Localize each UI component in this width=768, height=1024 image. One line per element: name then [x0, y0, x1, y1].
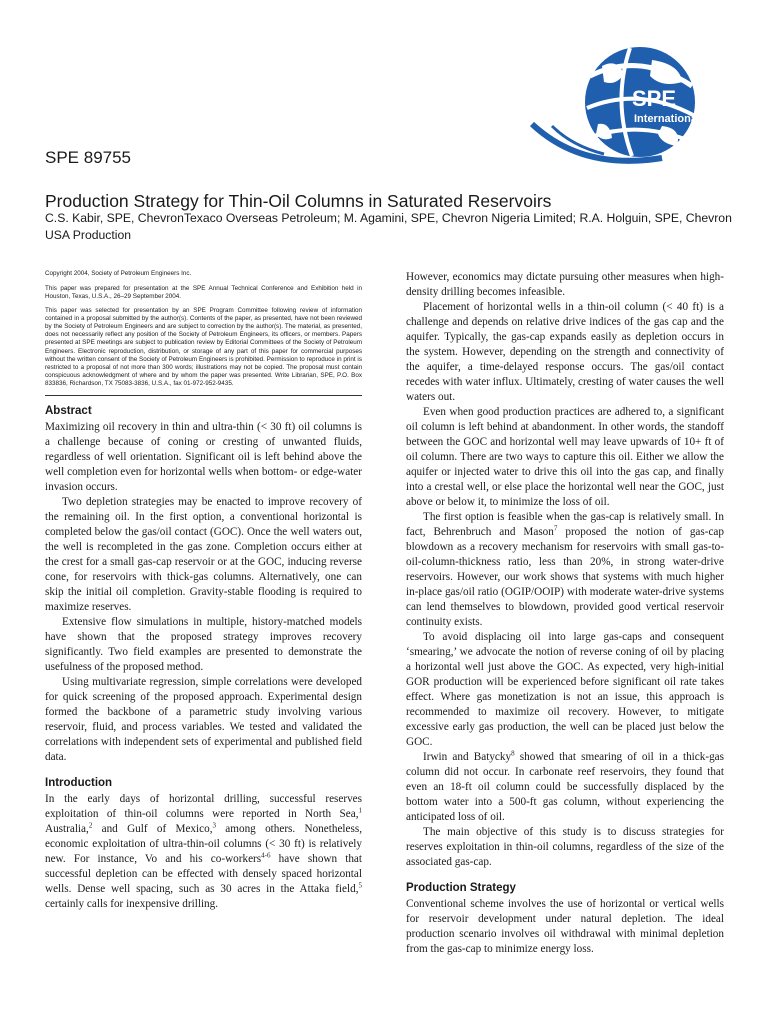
production-strategy-heading: Production Strategy: [406, 882, 516, 894]
body-paragraph: However, economics may dictate pursuing other measures when high-density drilling becomes infeasible.: [406, 271, 724, 298]
body-text: The first option is feasible when the gas-cap is relatively small. In fact, Behrenbruch and Mason: [406, 511, 724, 538]
reference-superscript: 1: [358, 805, 362, 814]
paper-title: Production Strategy for Thin-Oil Columns in Saturated Reservoirs: [45, 191, 552, 211]
copyright-notice: Copyright 2004, Society of Petroleum Engineers Inc.: [45, 270, 192, 277]
notice-divider: [45, 395, 362, 396]
spe-international-logo: [512, 46, 712, 176]
right-column: [406, 270, 724, 957]
selection-notice: This paper was selected for presentation by an SPE Program Committee following review of information contained in a proposal submitted by the author(s). Contents of the paper, as presented, have not been reviewed by the Society of Petroleum Engineers and are subject to correction by the author(s). The material, as presented, does not necessarily reflect any position of the Society of Petroleum Engineers, its officers, or members. Papers presented at SPE meetings are subject to publication review by Editorial Committees of the Society of Petroleum Engineers. Electronic reproduction, distribution, or storage of any part of this paper for commercial purposes without the written consent of the Society of Petroleum Engineers is prohibited. Permission to reproduce in print is restricted to a proposal of not more than 300 words; illustrations may not be copied. The proposal must contain conspicuous acknowledgment of where and by whom the paper was presented. Write Librarian, SPE, P.O. Box 833836, Richardson, TX 75083-3836, U.S.A., fax 01-972-952-9435.: [45, 306, 362, 388]
reference-superscript: 5: [358, 880, 362, 889]
reference-superscript: 7: [553, 524, 558, 533]
reference-superscript: 8: [511, 749, 515, 758]
body-paragraph: Conventional scheme involves the use of horizontal or vertical wells for reservoir development under natural depletion. The ideal production scenario involves oil withdrawal with minimal depletion from the gas-cap to minimize energy loss.: [406, 898, 724, 955]
logo-spe-text: SPE: [632, 86, 677, 111]
reference-superscript: 2: [88, 820, 93, 829]
intro-text: among others. Nonetheless, economic exploitation of ultra-thin-oil columns (< 30 ft) is relatively new. For instance, Vo and his co-workers: [45, 822, 362, 865]
body-paragraph: [406, 750, 724, 825]
body-text: showed that smearing of oil in a thick-gas column did not occur. In carbonate reef reservoirs, they found that even an 18-ft oil column could be successfully displaced by the bottom water into a 500-ft gas column, without experiencing the anticipated loss of oil.: [406, 751, 724, 823]
body-paragraph: To avoid displacing oil into large gas-caps and consequent ‘smearing,’ we advocate the notion of reverse coning of oil by placing a horizontal well just above the GOC. As expected, very high-initial GOR production will be experienced before significant oil rate takes effect. Where gas monetization is not an issue, this approach is recommended to maximize oil recovery. However, to mitigate excessive early gas production, the well can be placed just below the GOC.: [406, 631, 724, 748]
reference-superscript: 4-6: [261, 850, 271, 859]
intro-text: have shown that successful depletion can be effected with densely spaced horizontal wells. Dense well spacing, such as 30 acres in the Attaka field,: [45, 852, 363, 895]
body-paragraph: Even when good production practices are adhered to, a significant oil column is left behind at abandonment. In other words, the standoff between the GOC and horizontal well may leave upwards of 10+ ft of oil column. There are two ways to capture this oil. Either we allow the aquifer or injected water to drive this oil into the gas cap, and finally into a crestal well, or else place the horizontal well near the GOC, just above or below it, to minimize the loss of oil.: [406, 406, 724, 508]
logo-international-text: International: [634, 113, 701, 125]
authors-line: C.S. Kabir, SPE, ChevronTexaco Overseas Petroleum; M. Agamini, SPE, Chevron Nigeria Limited; R.A. Holguin, SPE, Chevron USA Production: [45, 211, 732, 242]
abstract-paragraph: Extensive flow simulations in multiple, history-matched models have shown that the proposed strategy improves recovery significantly. Two field examples are presented to demonstrate the usefulness of the proposed method.: [45, 615, 362, 673]
globe-logo-icon: [512, 46, 712, 176]
presentation-notice: This paper was prepared for presentation at the SPE Annual Technical Conference and Exhibition held in Houston, Texas, U.S.A., 26–29 September 2004.: [45, 285, 362, 301]
abstract-paragraph: Using multivariate regression, simple correlations were developed for quick screening of the proposed approach. Experimental design formed the backbone of a parametric study involving various reservoir, fluid, and process variables. We tested and validated the correlations with independent sets of experimental and published field data.: [45, 675, 362, 763]
introduction-heading: Introduction: [45, 776, 113, 789]
intro-text: and Gulf of Mexico,: [92, 822, 213, 835]
paper-number: SPE 89755: [45, 148, 132, 167]
abstract-paragraph: Maximizing oil recovery in thin and ultra-thin (< 30 ft) oil columns is a challenge because of coning or cresting of unwanted fluids, regardless of well orientation. Significant oil is left behind above the well completion even for horizontal wells when bottom- or edge-water invasion occurs.: [45, 420, 362, 493]
intro-text: certainly calls for inexpensive drilling.: [45, 897, 219, 910]
body-paragraph: [406, 510, 724, 630]
introduction-paragraph: [45, 792, 362, 912]
abstract-paragraph: Two depletion strategies may be enacted to improve recovery of the remaining oil. In the first option, a conventional horizontal is completed below the gas/oil contact (GOC). Once the well waters out, the well is recompleted in the gas zone. Completion occurs either at the crest for a small gas-cap reservoir or at the GOC, inducing reverse cone, for reservoirs with thick-gas columns. Alternatively, one can skip the initial oil completion. Gravity-stable flooding is required to maximize reserves.: [45, 495, 362, 613]
intro-text: Australia,: [45, 822, 89, 835]
intro-text: In the early days of horizontal drilling, successful reserves exploitation of thin-oil columns were reported in North Sea,: [45, 792, 362, 820]
body-text: Irwin and Batycky: [423, 751, 512, 763]
abstract-heading: Abstract: [45, 404, 92, 417]
body-paragraph: Placement of horizontal wells in a thin-oil column (< 40 ft) is a challenge and depends on relative drive indices of the gas cap and the aquifer. Typically, the gas-cap expands easily as depletion occurs in the system. However, depending on the strength and connectivity of the aquifer, a time-delayed response occurs. The gas/oil contact recedes with water influx. Ultimately, cresting of water causes the well waters out.: [406, 301, 724, 403]
body-text: proposed the notion of gas-cap blowdown as a recovery mechanism for reservoirs with small gas-to-oil-column-thickness ratio, less than 20%, in strong water-drive reservoirs. However, our work shows that systems with much higher in-place gas/oil ratio (OGIP/OOIP) with moderate water-drive systems can lend themselves to blowdown, provided good vertical reservoir continuity exists.: [406, 526, 724, 628]
body-paragraph: The main objective of this study is to discuss strategies for reserves exploitation in thin-oil columns, regardless of the size of the associated gas-cap.: [406, 826, 724, 868]
reference-superscript: 3: [212, 820, 216, 829]
left-column: [45, 270, 362, 912]
